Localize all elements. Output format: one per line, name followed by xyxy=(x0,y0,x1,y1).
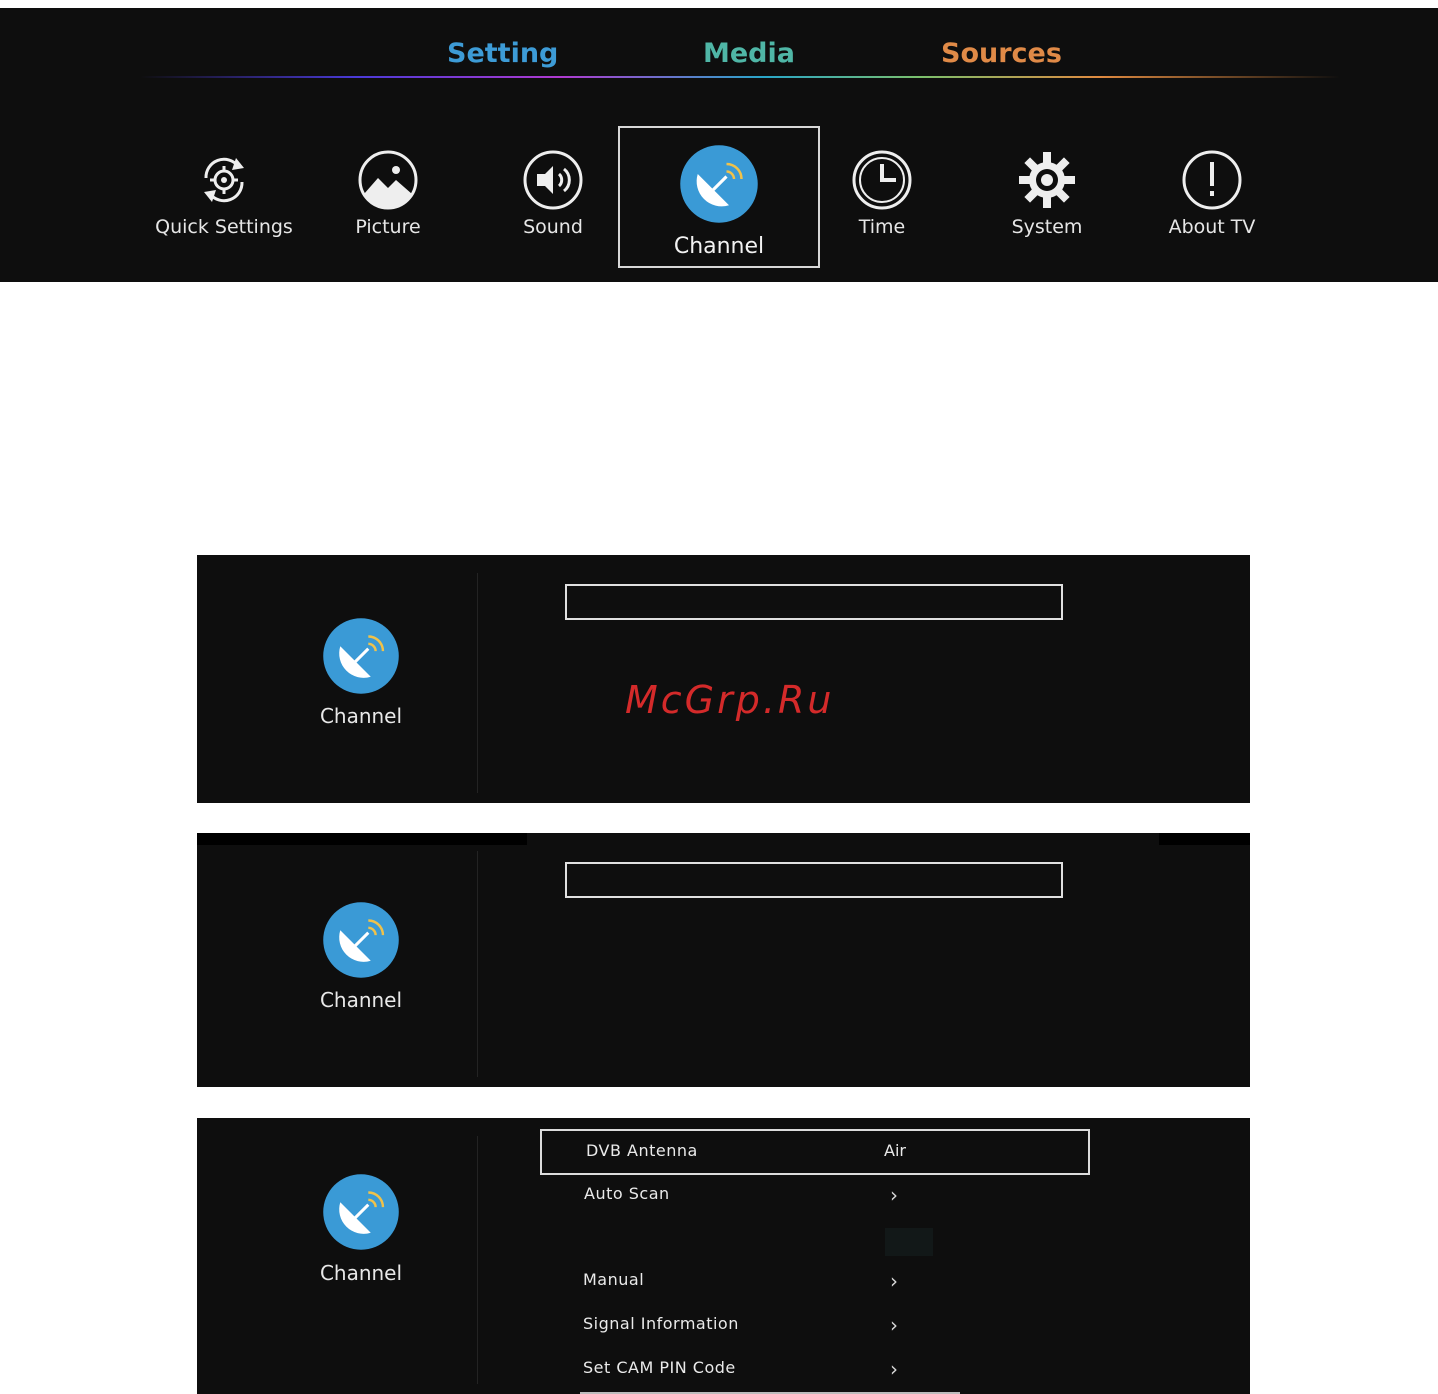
panel-sidebar xyxy=(197,833,477,1087)
picture-icon xyxy=(356,148,420,212)
faded-placeholder xyxy=(885,1228,933,1256)
empty-selection-box[interactable] xyxy=(565,862,1063,898)
option-label: DVB Antenna xyxy=(586,1141,698,1160)
menu-item-sound[interactable] xyxy=(471,148,635,258)
watermark-text: McGrp.Ru xyxy=(625,678,835,722)
empty-selection-box[interactable] xyxy=(565,584,1063,620)
menu-item-picture[interactable] xyxy=(306,148,470,258)
panel-divider xyxy=(477,573,478,793)
option-signal-information[interactable] xyxy=(540,1304,1088,1346)
satellite-dish-icon xyxy=(322,617,400,695)
tab-setting[interactable]: Setting xyxy=(447,38,559,69)
panel-title: Channel xyxy=(319,704,403,728)
panel-sidebar xyxy=(197,555,477,803)
clock-icon xyxy=(850,148,914,212)
channel-panel-1 xyxy=(197,555,1250,803)
menu-item-about-tv[interactable] xyxy=(1130,148,1294,258)
satellite-dish-icon xyxy=(322,1173,400,1251)
menu-item-label: Picture xyxy=(355,216,421,238)
tab-sources[interactable]: Sources xyxy=(941,38,1062,69)
panel-sidebar xyxy=(197,1118,477,1394)
top-menu-bar xyxy=(0,8,1438,282)
option-label: Signal Information xyxy=(583,1314,739,1333)
channel-panel-3 xyxy=(197,1118,1250,1394)
menu-item-channel[interactable] xyxy=(618,126,820,268)
chevron-right-icon: › xyxy=(890,1313,898,1337)
menu-item-label: System xyxy=(1011,216,1083,238)
chevron-right-icon: › xyxy=(890,1183,898,1207)
option-dvb-antenna[interactable] xyxy=(540,1129,1090,1175)
panel-divider xyxy=(477,1136,478,1384)
panel-title: Channel xyxy=(319,1261,403,1285)
menu-item-system[interactable] xyxy=(965,148,1129,258)
satellite-dish-icon xyxy=(679,144,759,224)
quick-settings-icon xyxy=(192,148,256,212)
menu-item-label: About TV xyxy=(1168,216,1256,238)
chevron-right-icon: › xyxy=(890,1357,898,1381)
option-set-cam-pin-code[interactable] xyxy=(540,1348,1088,1390)
menu-item-label: Quick Settings xyxy=(155,216,293,238)
option-value: Air xyxy=(884,1141,906,1160)
tab-divider-line xyxy=(140,76,1340,78)
chevron-right-icon: › xyxy=(890,1269,898,1293)
option-label: Auto Scan xyxy=(584,1184,670,1203)
panel-top-edge xyxy=(1159,833,1250,845)
panel-divider xyxy=(477,851,478,1077)
option-label: Manual xyxy=(583,1270,645,1289)
channel-panel-2 xyxy=(197,833,1250,1087)
menu-item-label: Sound xyxy=(523,216,583,238)
menu-item-quick-settings[interactable] xyxy=(142,148,306,258)
menu-item-label: Channel xyxy=(673,234,765,259)
satellite-dish-icon xyxy=(322,901,400,979)
panel-title: Channel xyxy=(319,988,403,1012)
gear-icon xyxy=(1015,148,1079,212)
info-exclamation-icon xyxy=(1180,148,1244,212)
option-label: Set CAM PIN Code xyxy=(583,1358,736,1377)
option-auto-scan[interactable] xyxy=(540,1174,1088,1216)
menu-item-label: Time xyxy=(858,216,906,238)
speaker-icon xyxy=(521,148,585,212)
tab-media[interactable]: Media xyxy=(703,38,795,69)
option-manual[interactable] xyxy=(540,1260,1088,1302)
menu-item-time[interactable] xyxy=(800,148,964,258)
